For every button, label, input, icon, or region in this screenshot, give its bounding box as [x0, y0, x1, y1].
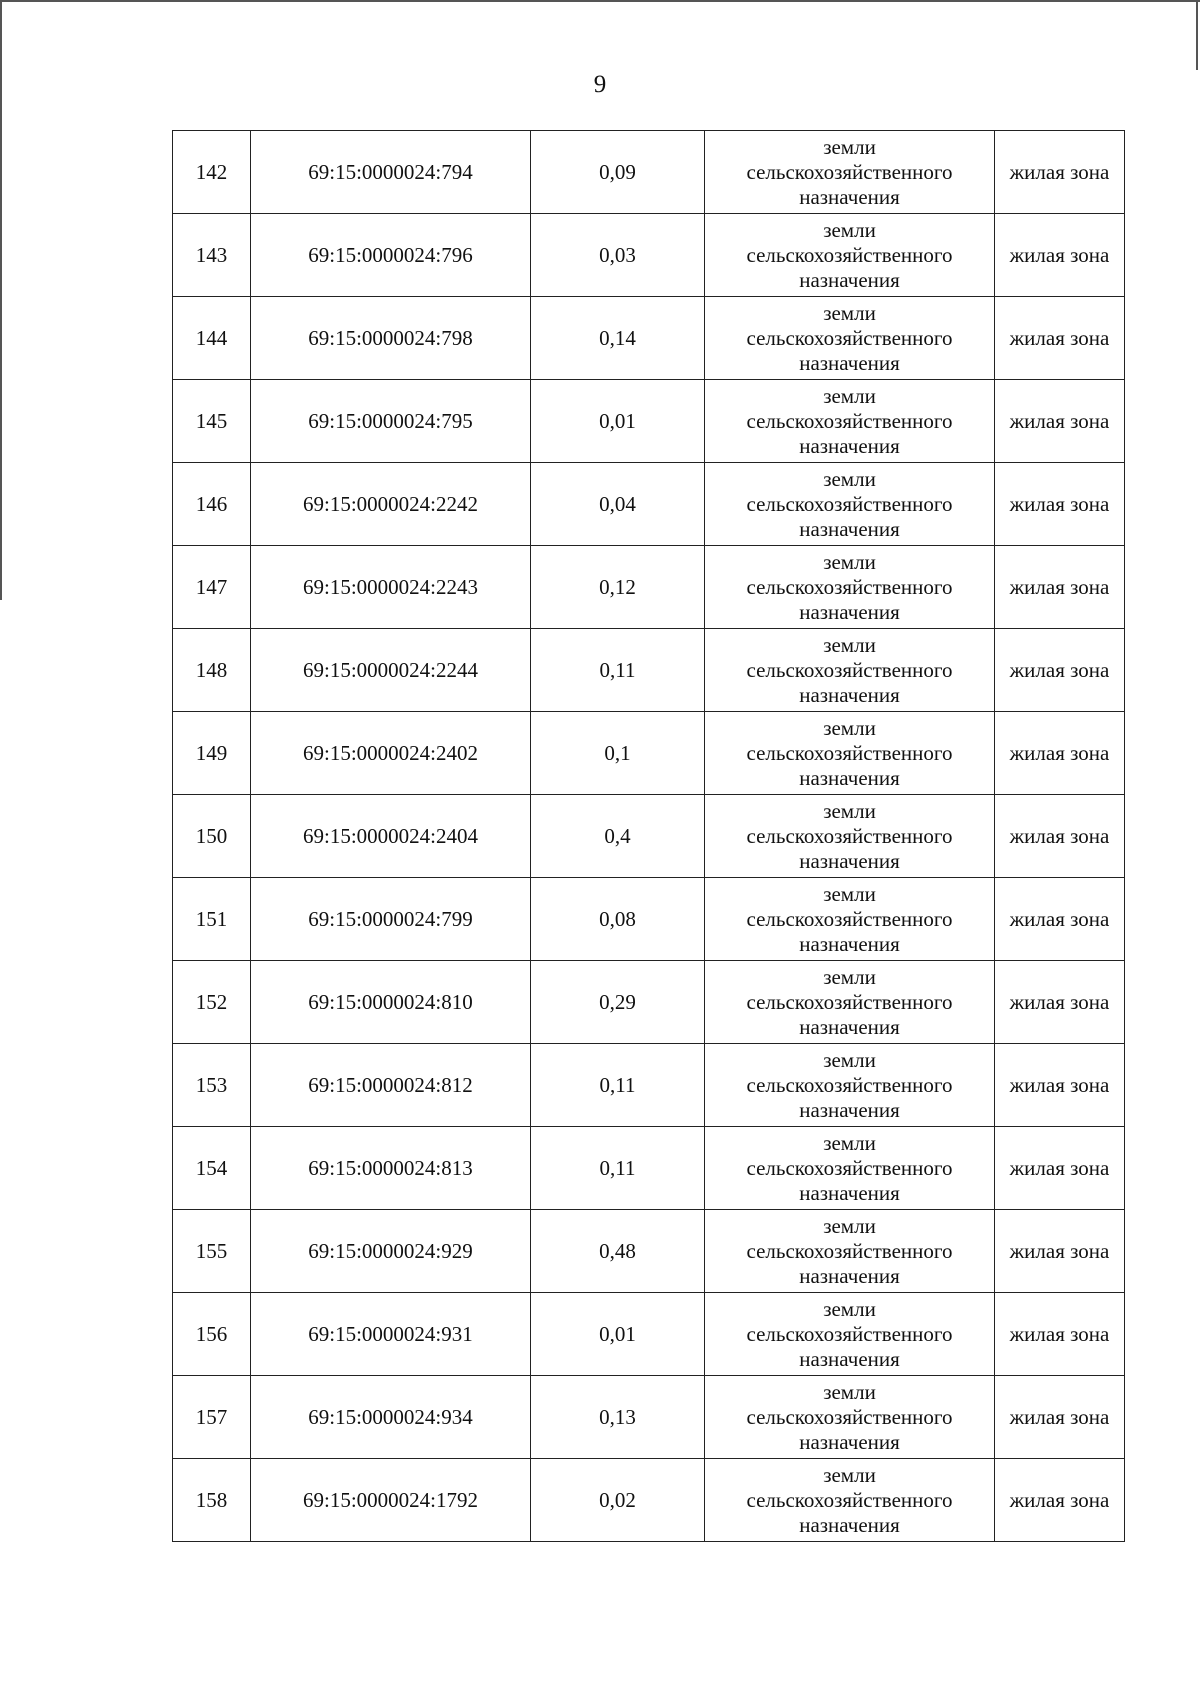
- land-category-line: земли: [823, 466, 876, 491]
- row-number-cell: 157: [173, 1376, 251, 1459]
- scan-edge-top: [0, 0, 1200, 2]
- land-category-line: назначения: [799, 599, 900, 624]
- land-plots-table-body: [173, 131, 1125, 1542]
- land-category-cell: [705, 1376, 995, 1459]
- table-row: [173, 878, 1125, 961]
- land-category-line: земли: [823, 1213, 876, 1238]
- row-number-cell: 152: [173, 961, 251, 1044]
- land-category-line: земли: [823, 1296, 876, 1321]
- land-category-cell: [705, 1127, 995, 1210]
- area-cell: 0,4: [531, 795, 705, 878]
- land-category-line: земли: [823, 1047, 876, 1072]
- table-row: [173, 297, 1125, 380]
- land-category-line: земли: [823, 881, 876, 906]
- zone-cell: жилая зона: [995, 297, 1125, 380]
- land-category-line: сельскохозяйственного: [746, 242, 953, 267]
- zone-cell: жилая зона: [995, 1293, 1125, 1376]
- land-category-line: назначения: [799, 516, 900, 541]
- land-category-line: назначения: [799, 765, 900, 790]
- land-category-line: назначения: [799, 931, 900, 956]
- land-category-line: земли: [823, 1130, 876, 1155]
- land-category-line: земли: [823, 1462, 876, 1487]
- cadastral-number-cell: 69:15:0000024:812: [251, 1044, 531, 1127]
- land-category-line: сельскохозяйственного: [746, 325, 953, 350]
- land-category-line: назначения: [799, 682, 900, 707]
- table-row: [173, 1459, 1125, 1542]
- land-category-cell: [705, 712, 995, 795]
- cadastral-number-cell: 69:15:0000024:1792: [251, 1459, 531, 1542]
- land-category-cell: [705, 629, 995, 712]
- area-cell: 0,11: [531, 629, 705, 712]
- area-cell: 0,48: [531, 1210, 705, 1293]
- cadastral-number-cell: 69:15:0000024:810: [251, 961, 531, 1044]
- area-cell: 0,01: [531, 1293, 705, 1376]
- land-category-line: назначения: [799, 350, 900, 375]
- land-category-line: сельскохозяйственного: [746, 574, 953, 599]
- land-category-line: сельскохозяйственного: [746, 159, 953, 184]
- table-row: [173, 1293, 1125, 1376]
- land-category-cell: [705, 961, 995, 1044]
- table-row: [173, 1376, 1125, 1459]
- table-row: [173, 961, 1125, 1044]
- cadastral-number-cell: 69:15:0000024:799: [251, 878, 531, 961]
- land-category-line: земли: [823, 632, 876, 657]
- row-number-cell: 148: [173, 629, 251, 712]
- row-number-cell: 145: [173, 380, 251, 463]
- land-plots-table: [172, 130, 1125, 1542]
- row-number-cell: 153: [173, 1044, 251, 1127]
- row-number-cell: 150: [173, 795, 251, 878]
- cadastral-number-cell: 69:15:0000024:2244: [251, 629, 531, 712]
- row-number-cell: 147: [173, 546, 251, 629]
- table-row: [173, 131, 1125, 214]
- zone-cell: жилая зона: [995, 1459, 1125, 1542]
- land-category-cell: [705, 380, 995, 463]
- table-row: [173, 629, 1125, 712]
- table-row: [173, 712, 1125, 795]
- land-category-line: назначения: [799, 1180, 900, 1205]
- zone-cell: жилая зона: [995, 1376, 1125, 1459]
- land-category-line: земли: [823, 300, 876, 325]
- row-number-cell: 144: [173, 297, 251, 380]
- land-category-line: земли: [823, 715, 876, 740]
- land-category-cell: [705, 1044, 995, 1127]
- land-category-line: сельскохозяйственного: [746, 408, 953, 433]
- land-category-line: земли: [823, 798, 876, 823]
- land-category-line: сельскохозяйственного: [746, 491, 953, 516]
- land-category-line: земли: [823, 383, 876, 408]
- land-category-line: земли: [823, 549, 876, 574]
- area-cell: 0,29: [531, 961, 705, 1044]
- cadastral-number-cell: 69:15:0000024:2243: [251, 546, 531, 629]
- land-category-line: земли: [823, 134, 876, 159]
- cadastral-number-cell: 69:15:0000024:798: [251, 297, 531, 380]
- land-category-cell: [705, 878, 995, 961]
- zone-cell: жилая зона: [995, 214, 1125, 297]
- land-category-line: назначения: [799, 1014, 900, 1039]
- area-cell: 0,14: [531, 297, 705, 380]
- land-category-line: сельскохозяйственного: [746, 823, 953, 848]
- land-category-line: назначения: [799, 184, 900, 209]
- land-category-line: земли: [823, 1379, 876, 1404]
- land-category-line: сельскохозяйственного: [746, 740, 953, 765]
- land-category-line: сельскохозяйственного: [746, 657, 953, 682]
- zone-cell: жилая зона: [995, 1210, 1125, 1293]
- table-row: [173, 1044, 1125, 1127]
- land-category-line: сельскохозяйственного: [746, 1155, 953, 1180]
- land-category-line: сельскохозяйственного: [746, 906, 953, 931]
- area-cell: 0,11: [531, 1127, 705, 1210]
- land-category-line: сельскохозяйственного: [746, 1072, 953, 1097]
- row-number-cell: 156: [173, 1293, 251, 1376]
- land-category-cell: [705, 297, 995, 380]
- cadastral-number-cell: 69:15:0000024:2242: [251, 463, 531, 546]
- cadastral-number-cell: 69:15:0000024:929: [251, 1210, 531, 1293]
- land-category-line: назначения: [799, 433, 900, 458]
- table-row: [173, 214, 1125, 297]
- land-category-line: сельскохозяйственного: [746, 1238, 953, 1263]
- land-plots-table-wrapper: [172, 130, 1124, 1542]
- zone-cell: жилая зона: [995, 712, 1125, 795]
- land-category-line: назначения: [799, 1429, 900, 1454]
- scan-edge-right: [1196, 0, 1198, 70]
- table-row: [173, 795, 1125, 878]
- area-cell: 0,13: [531, 1376, 705, 1459]
- cadastral-number-cell: 69:15:0000024:796: [251, 214, 531, 297]
- land-category-line: назначения: [799, 1097, 900, 1122]
- land-category-cell: [705, 463, 995, 546]
- row-number-cell: 149: [173, 712, 251, 795]
- page-number: 9: [593, 71, 607, 98]
- area-cell: 0,1: [531, 712, 705, 795]
- zone-cell: жилая зона: [995, 795, 1125, 878]
- row-number-cell: 154: [173, 1127, 251, 1210]
- row-number-cell: 143: [173, 214, 251, 297]
- zone-cell: жилая зона: [995, 380, 1125, 463]
- cadastral-number-cell: 69:15:0000024:2404: [251, 795, 531, 878]
- zone-cell: жилая зона: [995, 463, 1125, 546]
- cadastral-number-cell: 69:15:0000024:2402: [251, 712, 531, 795]
- land-category-line: назначения: [799, 1263, 900, 1288]
- area-cell: 0,02: [531, 1459, 705, 1542]
- row-number-cell: 142: [173, 131, 251, 214]
- land-category-line: сельскохозяйственного: [746, 1404, 953, 1429]
- row-number-cell: 151: [173, 878, 251, 961]
- land-category-line: земли: [823, 964, 876, 989]
- row-number-cell: 158: [173, 1459, 251, 1542]
- table-row: [173, 380, 1125, 463]
- land-category-cell: [705, 1210, 995, 1293]
- zone-cell: жилая зона: [995, 629, 1125, 712]
- land-category-line: сельскохозяйственного: [746, 1321, 953, 1346]
- land-category-cell: [705, 795, 995, 878]
- cadastral-number-cell: 69:15:0000024:813: [251, 1127, 531, 1210]
- area-cell: 0,08: [531, 878, 705, 961]
- zone-cell: жилая зона: [995, 546, 1125, 629]
- cadastral-number-cell: 69:15:0000024:795: [251, 380, 531, 463]
- area-cell: 0,01: [531, 380, 705, 463]
- area-cell: 0,03: [531, 214, 705, 297]
- table-row: [173, 546, 1125, 629]
- zone-cell: жилая зона: [995, 1044, 1125, 1127]
- area-cell: 0,09: [531, 131, 705, 214]
- land-category-line: назначения: [799, 1512, 900, 1537]
- row-number-cell: 146: [173, 463, 251, 546]
- row-number-cell: 155: [173, 1210, 251, 1293]
- cadastral-number-cell: 69:15:0000024:934: [251, 1376, 531, 1459]
- land-category-line: сельскохозяйственного: [746, 989, 953, 1014]
- land-category-line: сельскохозяйственного: [746, 1487, 953, 1512]
- land-category-line: назначения: [799, 1346, 900, 1371]
- land-category-cell: [705, 546, 995, 629]
- land-category-line: земли: [823, 217, 876, 242]
- table-row: [173, 1127, 1125, 1210]
- land-category-cell: [705, 1459, 995, 1542]
- land-category-cell: [705, 1293, 995, 1376]
- area-cell: 0,04: [531, 463, 705, 546]
- cadastral-number-cell: 69:15:0000024:794: [251, 131, 531, 214]
- land-category-line: назначения: [799, 267, 900, 292]
- table-row: [173, 463, 1125, 546]
- cadastral-number-cell: 69:15:0000024:931: [251, 1293, 531, 1376]
- zone-cell: жилая зона: [995, 878, 1125, 961]
- land-category-cell: [705, 131, 995, 214]
- area-cell: 0,11: [531, 1044, 705, 1127]
- zone-cell: жилая зона: [995, 961, 1125, 1044]
- land-category-line: назначения: [799, 848, 900, 873]
- zone-cell: жилая зона: [995, 131, 1125, 214]
- zone-cell: жилая зона: [995, 1127, 1125, 1210]
- table-row: [173, 1210, 1125, 1293]
- area-cell: 0,12: [531, 546, 705, 629]
- land-category-cell: [705, 214, 995, 297]
